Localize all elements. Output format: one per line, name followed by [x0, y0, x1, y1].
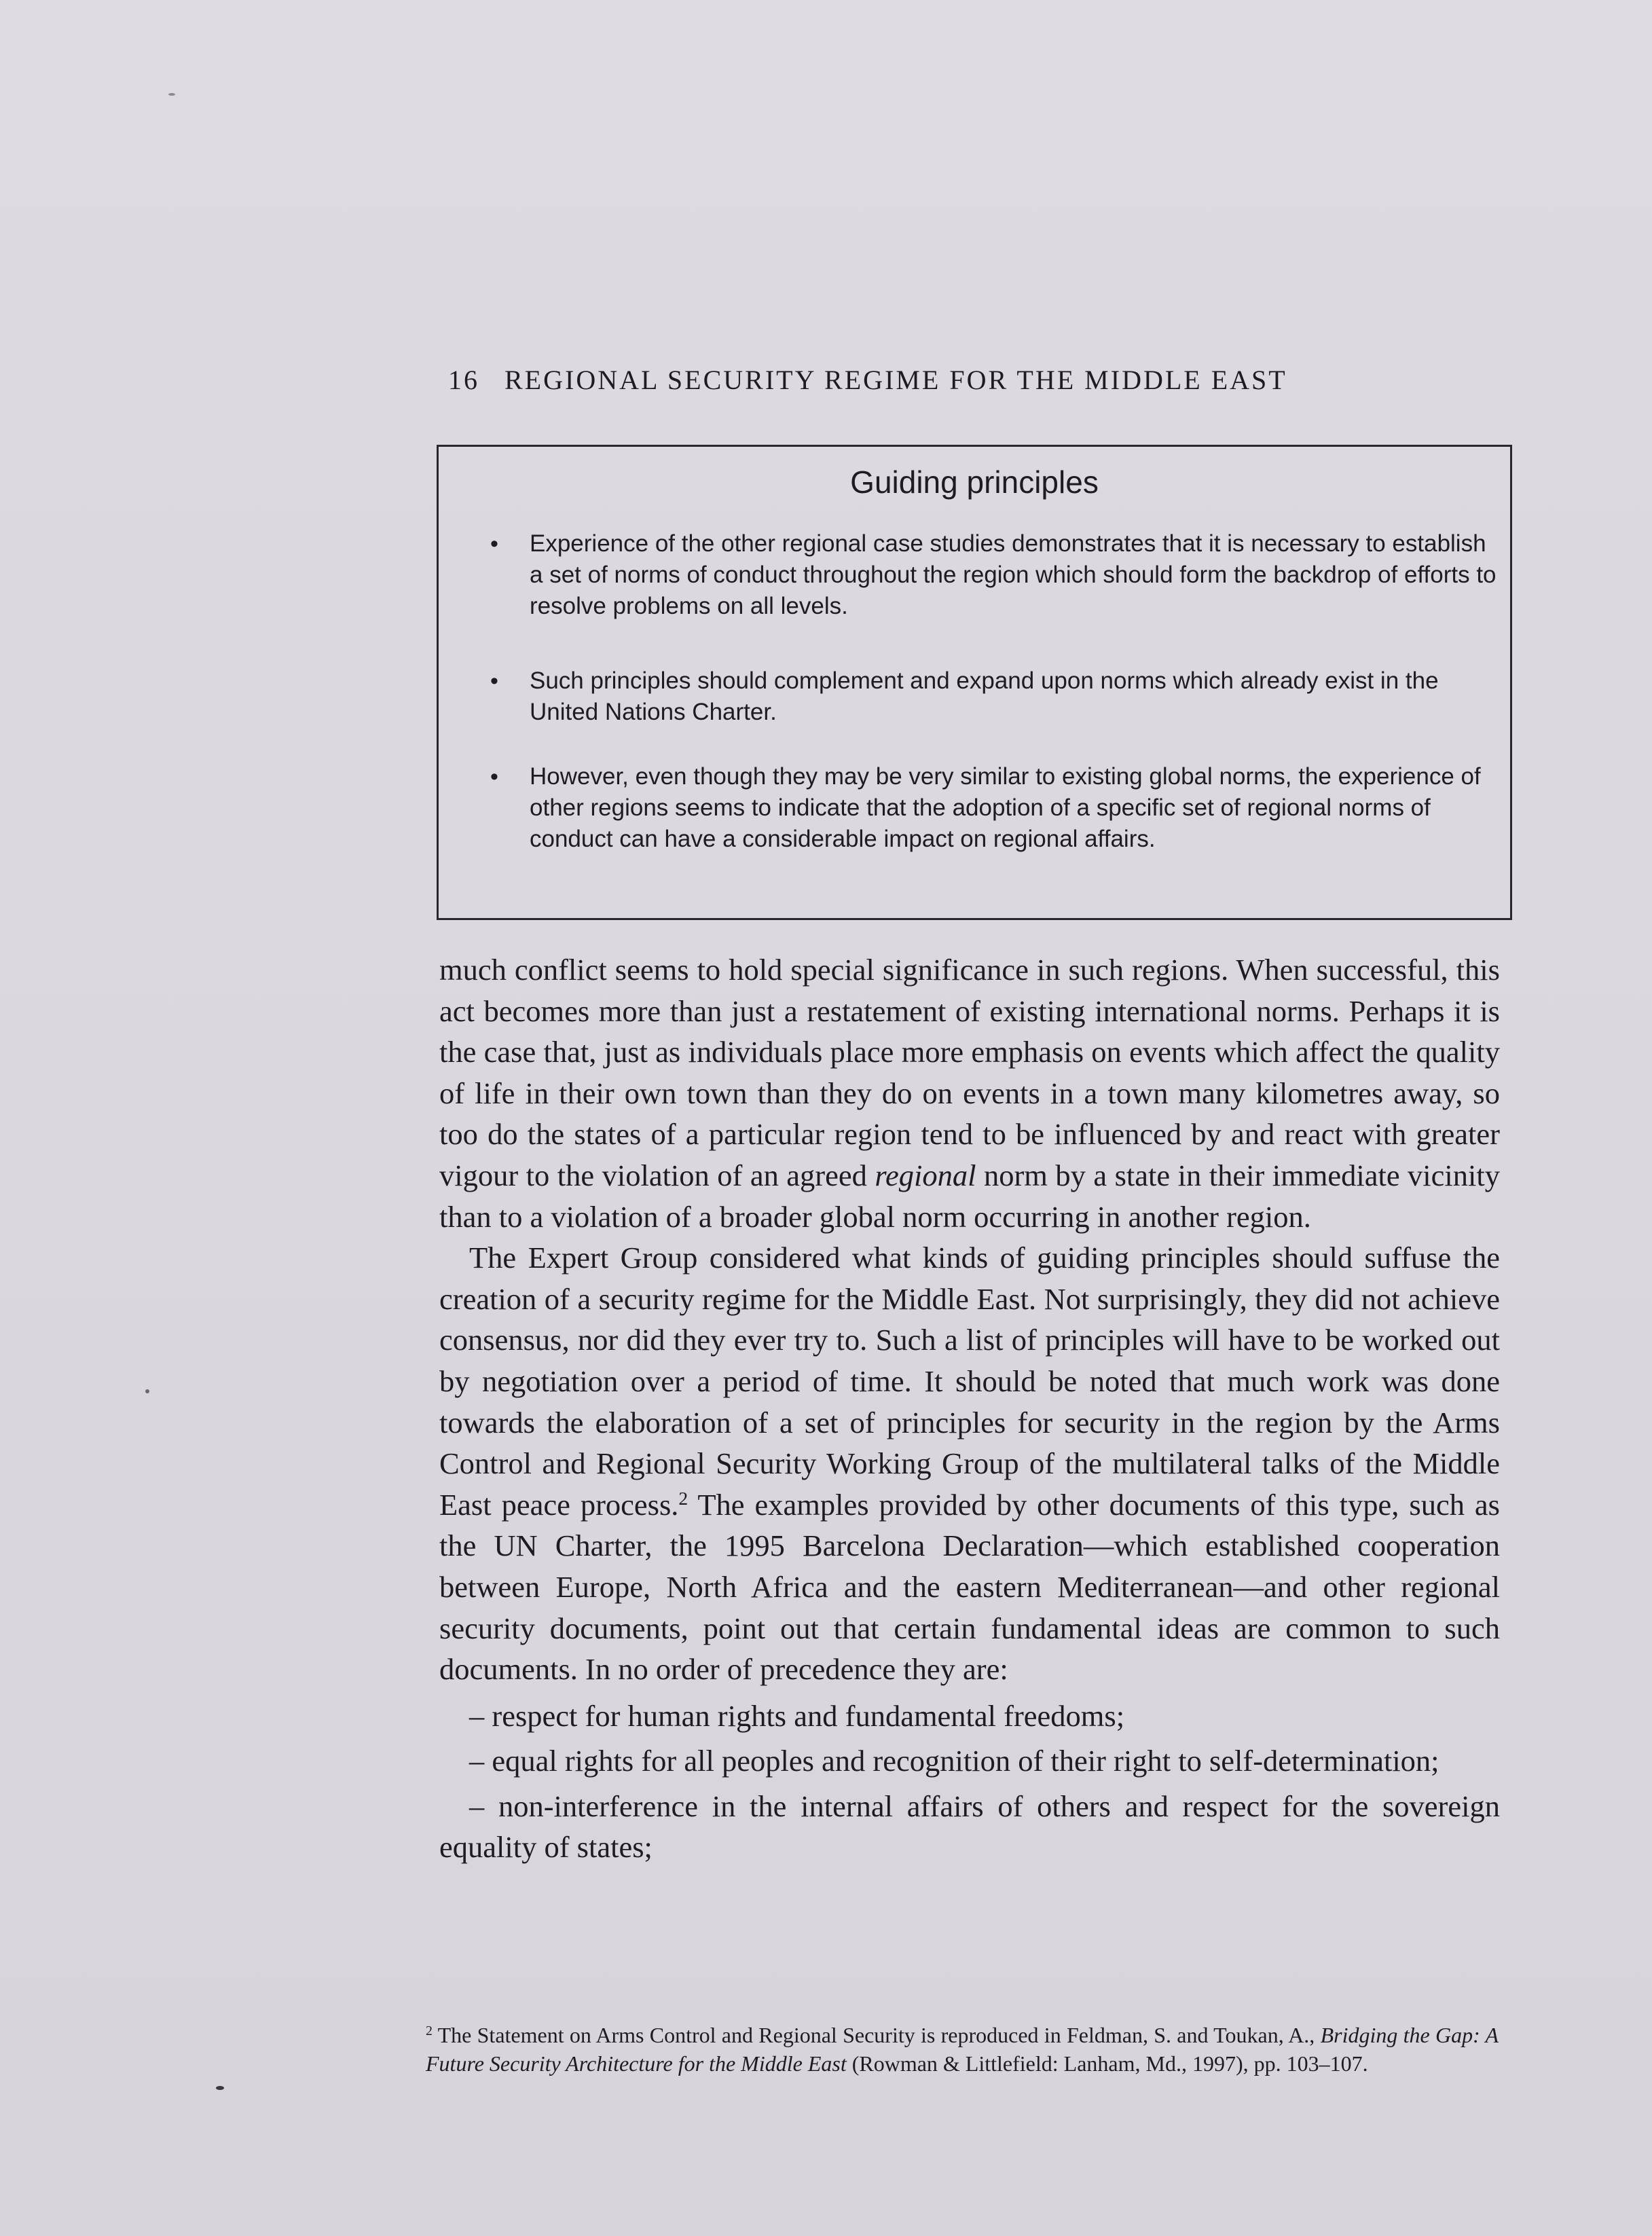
scan-speck [168, 93, 175, 96]
paragraph [439, 1237, 1500, 1690]
footnote [426, 2021, 1499, 2078]
paragraph-text: The examples provided by other documents of this type, such as the UN Charter, the 1995 Barcelona Declaration—which established cooperation between Europe, North Africa and the eastern Mediterranean—and other regional security documents, point out that certain fundamental ideas are common to such documents. In no order of precedence they are: [439, 1487, 1500, 1687]
paragraph-text: much conflict seems to hold special significance in such regions. When successful, this act becomes more than just a restatement of existing international norms. Perhaps it is the case that, just as individuals place more emphasis on events which affect the quality of life in their own town than they do on events in a town many kilometres away, so too do the states of a particular region tend to be influenced by and react with greater vigour to the violation of an agreed [439, 953, 1500, 1192]
box-title: Guiding principles [850, 464, 1099, 500]
scan-speck [216, 2086, 224, 2090]
paragraph [439, 949, 1500, 1237]
body-text [439, 949, 1500, 1868]
principle-item [490, 761, 1501, 855]
scan-speck [145, 1389, 149, 1393]
paragraph-text: norm by a state in their immediate vicinity than to a violation of a broader global norm occurring in another region. [439, 1158, 1501, 1234]
principles-enumeration [439, 1696, 1500, 1868]
footnote-book-title: Bridging the Gap: A Future Security Architecture for the Middle East [426, 2023, 1499, 2076]
enumeration-item: – equal rights for all peoples and recognition of their right to self-determination; [469, 1744, 1439, 1778]
page-number: 16 [448, 365, 479, 395]
bullet-icon: • [490, 764, 498, 790]
footnote-text: The Statement on Arms Control and Regional Security is reproduced in Feldman, S. and Toukan, A., [432, 2023, 1321, 2047]
principle-text: Experience of the other regional case studies demonstrates that it is necessary to establish a set of norms of conduct throughout the region which should form the backdrop of efforts to resolve problems on all levels. [530, 530, 1497, 619]
guiding-principles-box [437, 445, 1512, 920]
principle-item [490, 528, 1501, 622]
footnote-reference: 2 [678, 1487, 689, 1509]
principle-text: Such principles should complement and expand upon norms which already exist in the United Nations Charter. [530, 667, 1439, 725]
footnote-text: (Rowman & Littlefield: Lanham, Md., 1997), pp. 103–107. [846, 2051, 1368, 2076]
bullet-icon: • [490, 668, 498, 694]
footnote-marker: 2 [426, 2023, 433, 2039]
principle-text: However, even though they may be very similar to existing global norms, the experience of other regions seems to indicate that the adoption of a specific set of regional norms of conduct can have a considerable impact on regional affairs. [530, 763, 1481, 852]
running-header [448, 364, 1399, 396]
enumeration-item: – respect for human rights and fundamental freedoms; [469, 1698, 1125, 1733]
running-title: REGIONAL SECURITY REGIME FOR THE MIDDLE EAST [504, 365, 1287, 395]
bullet-icon: • [490, 531, 498, 557]
principle-item [490, 665, 1501, 728]
emphasis: regional [875, 1158, 976, 1192]
paragraph-text: The Expert Group considered what kinds of guiding principles should suffuse the creation of a security regime for the Middle East. Not surprisingly, they did not achieve consensus, nor did they ever try to. Such a list of principles will have to be worked out by negotiation over a period of time. It should be noted that much work was done towards the elaboration of a set of principles for security in the region by the Arms Control and Regional Security Working Group of the multilateral talks of the Middle East peace process. [439, 1241, 1500, 1522]
enumeration-item: – non-interference in the internal affairs of others and respect for the sovereign equality of states; [439, 1789, 1500, 1865]
